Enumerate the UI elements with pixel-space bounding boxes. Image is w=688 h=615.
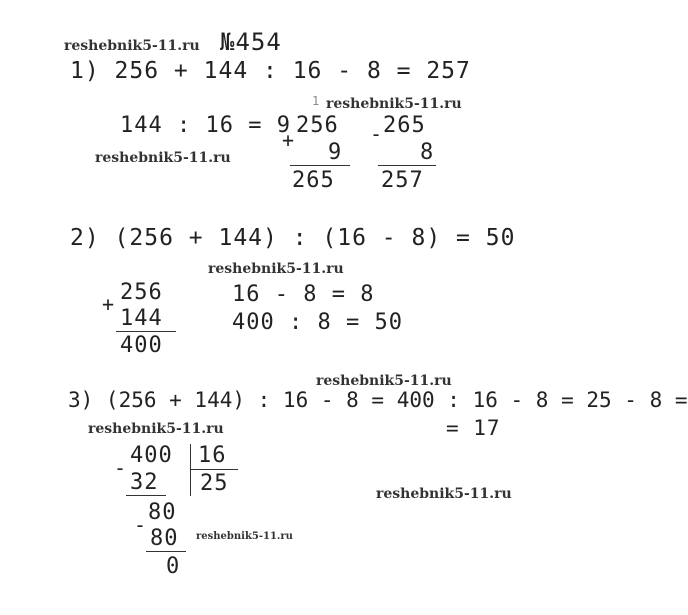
watermark: reshebnik5-11.ru bbox=[376, 486, 512, 502]
part1-sub-b: 8 bbox=[420, 140, 435, 165]
watermark: reshebnik5-11.ru bbox=[326, 96, 462, 112]
part3-expression: 3) (256 + 144) : 16 - 8 = 400 : 16 - 8 = 25 - 8 = bbox=[68, 388, 688, 412]
part3-minus1: - bbox=[114, 456, 128, 480]
part2-add-a: 256 bbox=[120, 280, 163, 305]
part2-step2: 400 : 8 = 50 bbox=[232, 310, 403, 335]
part1-sub-line bbox=[378, 165, 436, 166]
watermark: reshebnik5-11.ru bbox=[208, 261, 344, 277]
part1-carry: 1 bbox=[312, 94, 321, 108]
part1-sub-a: 265 bbox=[383, 113, 426, 138]
part2-expression: 2) (256 + 144) : (16 - 8) = 50 bbox=[70, 225, 516, 251]
part1-sub-result: 257 bbox=[381, 168, 424, 193]
part3-sub1-line bbox=[126, 495, 166, 496]
part1-add-op: + bbox=[282, 128, 296, 152]
part2-add-op: + bbox=[102, 292, 116, 316]
watermark: reshebnik5-11.ru bbox=[64, 38, 200, 54]
part1-add-line bbox=[290, 165, 350, 166]
part3-rem2: 0 bbox=[166, 554, 181, 579]
part1-add-result: 265 bbox=[292, 168, 335, 193]
part1-sub-op: - bbox=[370, 122, 384, 146]
part3-rem1: 80 bbox=[148, 500, 177, 525]
problem-number: №454 bbox=[220, 28, 282, 56]
part1-add-a: 256 bbox=[296, 113, 339, 138]
part3-sub2-line bbox=[146, 551, 186, 552]
part3-divisor: 16 bbox=[198, 443, 227, 468]
part2-step1: 16 - 8 = 8 bbox=[232, 282, 375, 307]
part3-dividend: 400 bbox=[130, 443, 173, 468]
part3-continuation: = 17 bbox=[446, 416, 501, 440]
part1-add-b: 9 bbox=[328, 140, 343, 165]
part3-sub1: 32 bbox=[130, 470, 159, 495]
watermark: reshebnik5-11.ru bbox=[316, 373, 452, 389]
part3-division-bar bbox=[190, 444, 191, 496]
part2-add-b: 144 bbox=[120, 306, 163, 331]
part2-add-result: 400 bbox=[120, 333, 163, 358]
part3-quotient: 25 bbox=[200, 471, 229, 496]
watermark: reshebnik5-11.ru bbox=[95, 150, 231, 166]
part1-division: 144 : 16 = 9 bbox=[120, 113, 291, 138]
part1-expression: 1) 256 + 144 : 16 - 8 = 257 bbox=[70, 58, 471, 84]
part3-sub2: 80 bbox=[150, 526, 179, 551]
part3-quotient-line bbox=[190, 469, 238, 470]
part3-minus2: - bbox=[134, 513, 148, 537]
watermark: reshebnik5-11.ru bbox=[88, 421, 224, 437]
part2-add-line bbox=[116, 331, 176, 332]
watermark: reshebnik5-11.ru bbox=[196, 531, 293, 542]
